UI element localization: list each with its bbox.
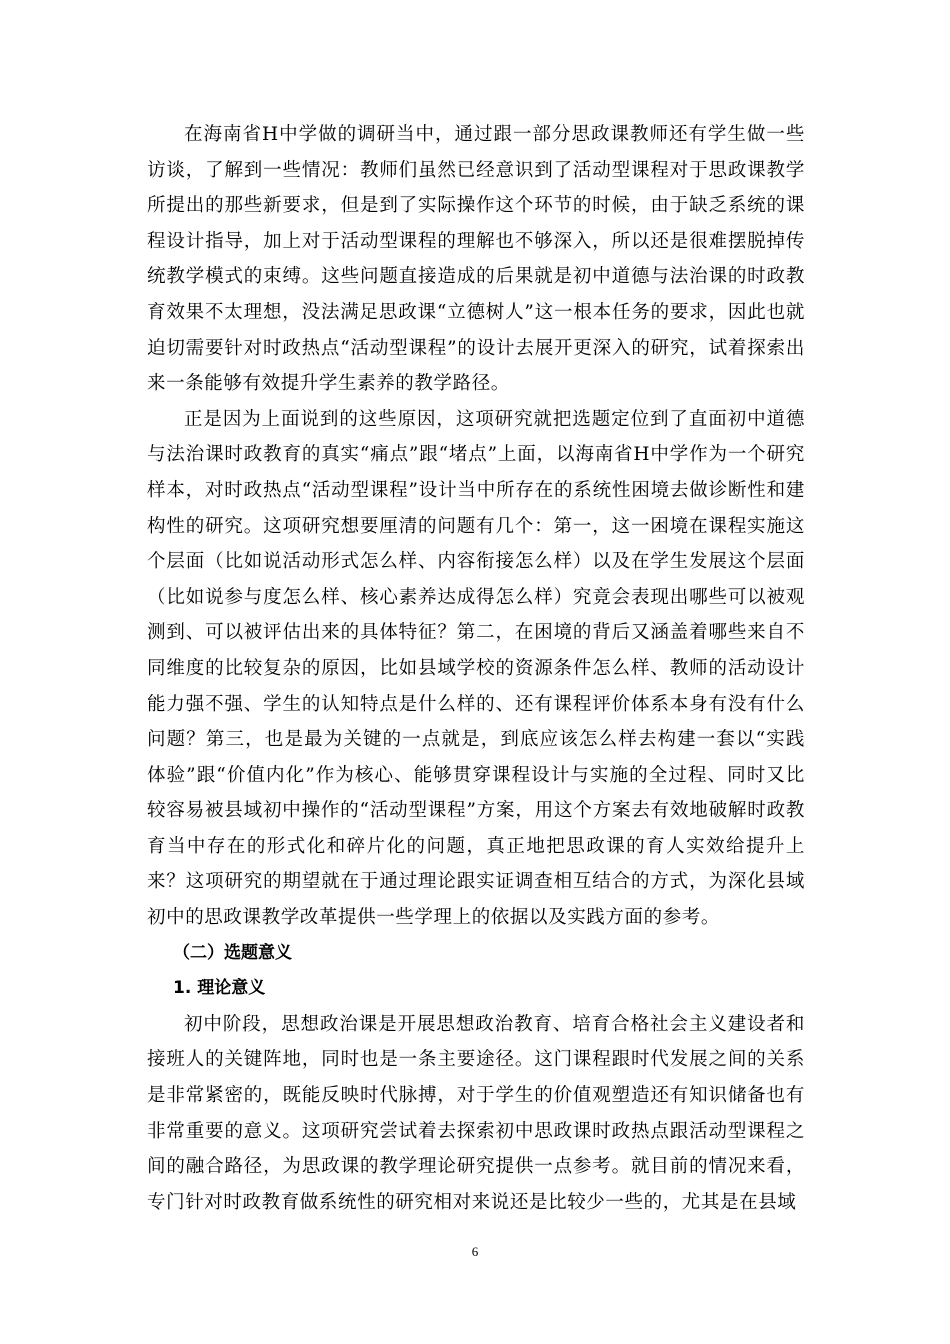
section-heading: （二）选题意义: [173, 942, 292, 963]
body-paragraph-1: 在海南省H中学做的调研当中，通过跟一部分思政课教师还有学生做一些访谈，了解到一些情况：教师们虽然已经意识到了活动型课程对于思政课教学所提出的那些新要求，但是到了实际操作这个环节的时候，由于缺乏系统的课程设计指导，加上对于活动型课程的理解也不够深入，所以还是很难摆脱掉传统教学模式的束缚。这些问题直接造成的后果就是初中道德与法治课的时政教育效果不太理想，没法满足思政课“立德树人”这一根本任务的要求，因此也就迫切需要针对时政热点“活动型课程”的设计去展开更深入的研究，试着探索出来一条能够有效提升学生素养的教学路径。: [147, 124, 805, 395]
page-body: [147, 117, 805, 1220]
body-paragraph-3: 初中阶段，思想政治课是开展思想政治教育、培育合格社会主义建设者和接班人的关键阵地，同时也是一条主要途径。这门课程跟时代发展之间的关系是非常紧密的，既能反映时代脉搏，对于学生的价值观塑造还有知识储备也有非常重要的意义。这项研究尝试着去探索初中思政课时政热点跟活动型课程之间的融合路径，为思政课的教学理论研究提供一点参考。就目前的情况来看，专门针对时政教育做系统性的研究相对来说还是比较少一些的，尤其是在县域: [147, 1013, 805, 1213]
page-number: 6: [471, 1244, 479, 1259]
body-paragraph-2: 正是因为上面说到的这些原因，这项研究就把选题定位到了直面初中道德与法治课时政教育的真实“痛点”跟“堵点”上面，以海南省H中学作为一个研究样本，对时政热点“活动型课程”设计当中所存在的系统性困境去做诊断性和建构性的研究。这项研究想要厘清的问题有几个：第一，这一困境在课程实施这个层面（比如说活动形式怎么样、内容衔接怎么样）以及在学生发展这个层面（比如说参与度怎么样、核心素养达成得怎么样）究竟会表现出哪些可以被观测到、可以被评估出来的具体特征？第二，在困境的背后又涵盖着哪些来自不同维度的比较复杂的原因，比如县域学校的资源条件怎么样、教师的活动设计能力强不强、学生的认知特点是什么样的、还有课程评价体系本身有没有什么问题？第三，也是最为关键的一点就是，到底应该怎么样去构建一套以“实践体验”跟“价值内化”作为核心、能够贯穿课程设计与实施的全过程、同时又比较容易被县域初中操作的“活动型课程”方案，用这个方案去有效地破解时政教育当中存在的形式化和碎片化的问题，真正地把思政课的育人实效给提升上来？这项研究的期望就在于通过理论跟实证调查相互结合的方式，为深化县域初中的思政课教学改革提供一些学理上的依据以及实践方面的参考。: [147, 408, 805, 929]
subsection-heading: 1. 理论意义: [173, 978, 266, 999]
